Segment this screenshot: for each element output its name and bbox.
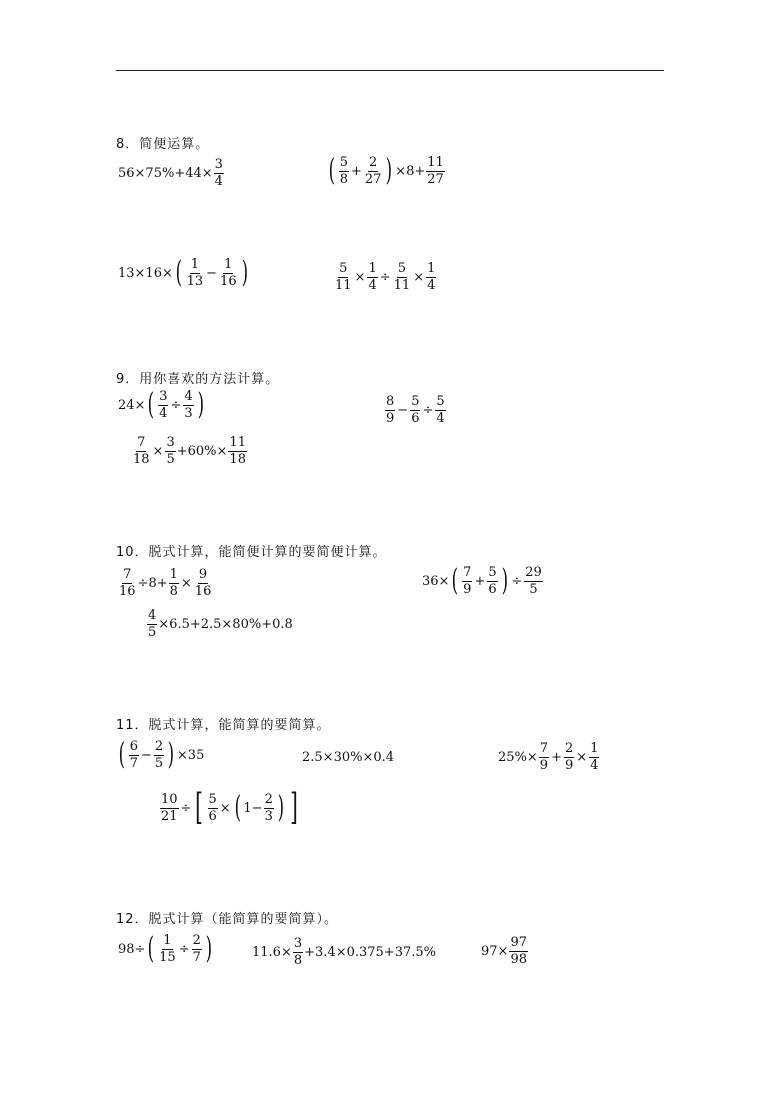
q10-expression-3: $\frac{4}{5}$ ×6.5+2.5×80%+0.8 [148, 608, 293, 640]
fraction: $\frac{29}{5}$ [525, 565, 542, 597]
fraction: $\frac{4}{3}$ [184, 389, 193, 421]
fraction: $\frac{5}{6}$ [208, 791, 217, 824]
q9-expression-1: 24× ( $\frac{3}{4}$ ÷ $\frac{4}{3}$ ) [118, 387, 204, 423]
fraction: $\frac{1}{8}$ [169, 567, 178, 599]
fraction: $\frac{1}{4}$ [590, 741, 599, 773]
fraction: $\frac{1}{4}$ [368, 261, 377, 293]
question-12-title: 12．脱式计算（能简算的要简算）。 [116, 912, 339, 927]
fraction: $\frac{2}{5}$ [154, 739, 164, 771]
fraction: $\frac{1}{16}$ [220, 257, 237, 289]
fraction: $\frac{3}{8}$ [293, 936, 303, 968]
fraction: $\frac{7}{16}$ [119, 567, 136, 599]
q10-expression-2: 36× ( $\frac{7}{9}$ + $\frac{5}{6}$ ) ÷ $\frac{29}{5}$ [422, 563, 542, 599]
fraction: $\frac{5}{6}$ [488, 565, 497, 597]
fraction: $\frac{5}{4}$ [436, 394, 445, 426]
fraction: $\frac{5}{8}$ [339, 155, 348, 187]
fraction: $\frac{1}{4}$ [427, 261, 436, 293]
q9-expression-3: $\frac{7}{18}$ × $\frac{3}{5}$ +60%× $\frac{11}{18}$ [133, 435, 246, 467]
q12-expression-3: 97× $\frac{97}{98}$ [481, 935, 527, 967]
fraction: $\frac{11}{27}$ [427, 155, 444, 187]
q11-expression-3: 25%× $\frac{7}{9}$ + $\frac{2}{9}$ × $\frac{1}{4}$ [498, 741, 599, 773]
question-10-title: 10．脱式计算，能简便计算的要简便计算。 [116, 545, 387, 560]
fraction: $\frac{11}{18}$ [229, 435, 246, 467]
fraction: $\frac{2}{7}$ [192, 933, 201, 965]
header-rule [116, 70, 664, 71]
fraction: $\frac{5}{11}$ [335, 261, 352, 293]
fraction: $\frac{3}{4}$ [159, 389, 168, 421]
q8-expression-4: $\frac{5}{11}$ × $\frac{1}{4}$ ÷ $\frac{5}{11}$ × $\frac{1}{4}$ [335, 261, 436, 293]
fraction: $\frac{8}{9}$ [386, 394, 395, 426]
fraction: $\frac{2}{27}$ [364, 155, 382, 187]
fraction: $\frac{10}{21}$ [161, 791, 178, 824]
q12-expression-1: 98÷ ( $\frac{1}{15}$ ÷ $\frac{2}{7}$ ) [118, 931, 212, 967]
fraction: $\frac{5}{11}$ [393, 261, 411, 293]
fraction: $\frac{2}{3}$ [264, 791, 273, 824]
question-11-title: 11．脱式计算，能简算的要简算。 [116, 718, 331, 733]
q12-expression-2: 11.6× $\frac{3}{8}$ +3.4×0.375+37.5% [252, 936, 436, 968]
fraction: $\frac{1}{15}$ [159, 933, 176, 965]
q8-expression-2: ( $\frac{5}{8}$ + $\frac{2}{27}$ ) ×8+ $\frac{11}{27}$ [328, 153, 444, 189]
q10-expression-1: $\frac{7}{16}$ ÷8+ $\frac{1}{8}$ × $\frac{9}{16}$ [119, 567, 212, 599]
fraction: $\frac{4}{5}$ [148, 608, 157, 640]
q8-expression-1: 56×75%+44× $\frac{3}{4}$ [118, 157, 223, 189]
q11-expression-4: $\frac{10}{21}$ ÷ [ $\frac{5}{6}$ × ( 1− $\frac{2}{3}$ ) ] [161, 787, 298, 828]
fraction: $\frac{3}{5}$ [166, 435, 175, 467]
fraction: $\frac{9}{16}$ [194, 567, 212, 599]
question-8-title: 8．简便运算。 [116, 137, 210, 152]
fraction: $\frac{6}{7}$ [129, 739, 138, 771]
fraction: $\frac{3}{4}$ [214, 157, 223, 189]
fraction: $\frac{97}{98}$ [510, 935, 527, 967]
q11-expression-2: 2.5×30%×0.4 [302, 750, 395, 765]
fraction: $\frac{1}{13}$ [186, 257, 204, 289]
q11-expression-1: ( $\frac{6}{7}$ − $\frac{2}{5}$ ) ×35 [118, 737, 205, 773]
q8-expression-3: 13×16× ( $\frac{1}{13}$ − $\frac{1}{16}$ ) [118, 255, 248, 291]
fraction: $\frac{7}{9}$ [463, 565, 472, 597]
fraction: $\frac{2}{9}$ [564, 741, 574, 773]
question-9-title: 9．用你喜欢的方法计算。 [116, 372, 280, 387]
fraction: $\frac{7}{9}$ [539, 741, 549, 773]
fraction: $\frac{7}{18}$ [133, 435, 150, 467]
q9-expression-2: $\frac{8}{9}$ − $\frac{5}{6}$ ÷ $\frac{5}{4}$ [386, 394, 445, 426]
fraction: $\frac{5}{6}$ [411, 394, 420, 426]
